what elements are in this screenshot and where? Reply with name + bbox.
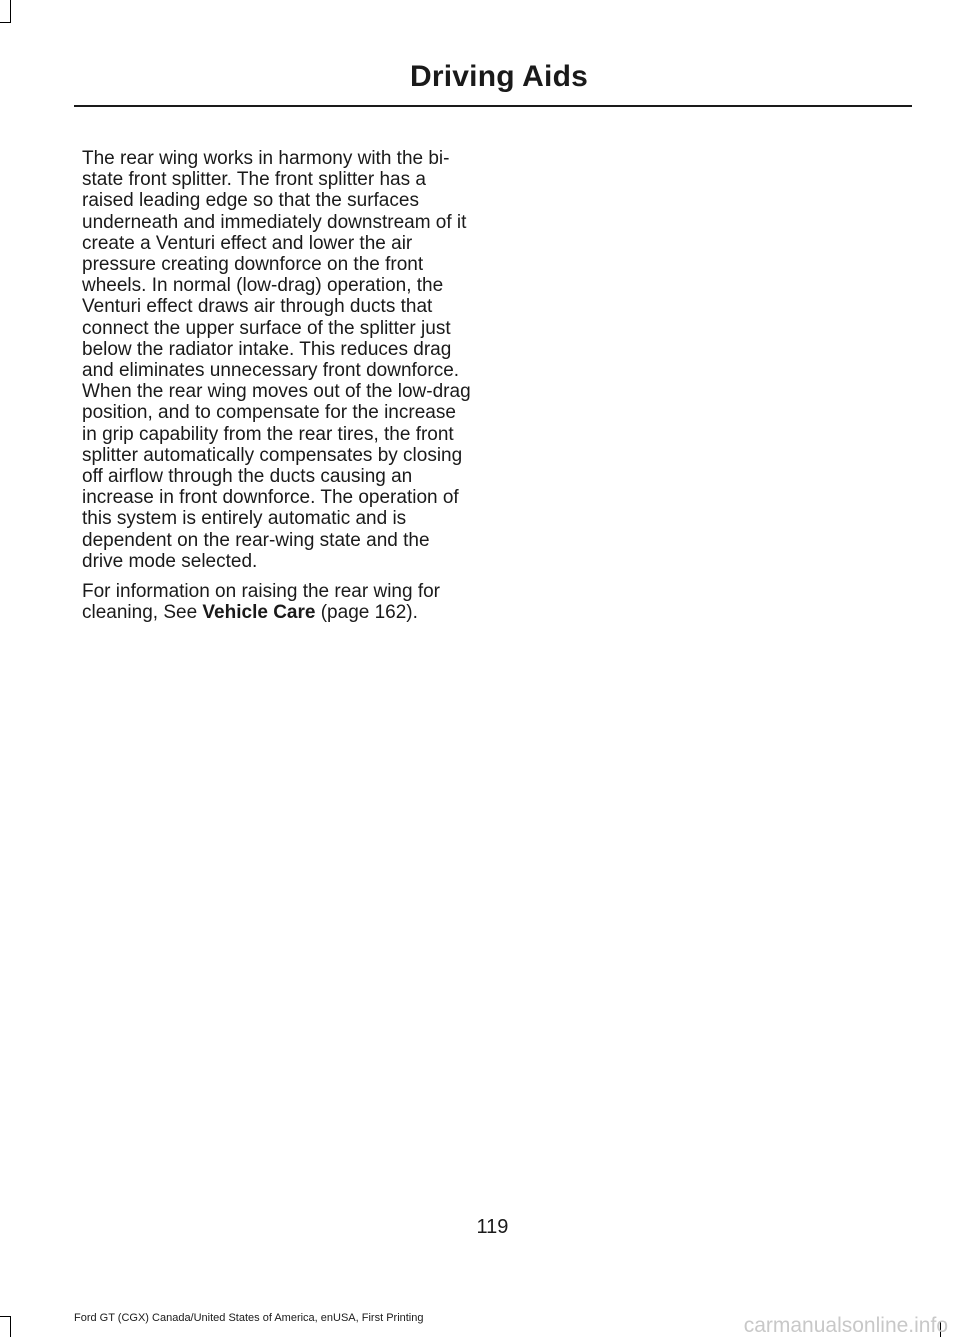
text-column [82, 148, 474, 632]
crop-mark-top-left [10, 0, 11, 22]
header-rule [74, 105, 912, 107]
vehicle-care-link[interactable]: Vehicle Care [202, 602, 316, 624]
crop-mark-bottom-left [0, 1316, 11, 1317]
paragraph-cleaning [82, 581, 474, 623]
page-number: 119 [476, 1216, 509, 1238]
section-title: Driving Aids [410, 60, 588, 93]
paragraph-cleaning-prefix: For information on raising the rear wing for cleaning, See [82, 581, 440, 624]
paragraph-rear-wing: The rear wing works in harmony with the bi-state front splitter. The front splitter has a raised leading edge so that the surfaces underneath and immediately downstream of it create a Venturi effect and lower the air pressure creating downforce on the front wheels. In normal (low-drag) operation, the Venturi effect draws air through ducts that connect the upper surface of the splitter just below the radiator intake. This reduces drag and eliminates unnecessary front downforce. When the rear wing moves out of the low-drag position, and to compensate for the increase in grip capability from the rear tires, the front splitter automatically compensates by closing off airflow through the ducts causing an increase in front downforce. The operation of this system is entirely automatic and is dependent on the rear-wing state and the drive mode selected. [82, 148, 471, 572]
crop-mark-bottom-left [10, 1316, 11, 1337]
footer-edition: Ford GT (CGX) Canada/United States of America, enUSA, First Printing [74, 1312, 424, 1324]
watermark: carmanualsonline.info [743, 1314, 948, 1337]
paragraph-cleaning-suffix: (page 162). [315, 602, 418, 624]
crop-mark-top-left [0, 22, 11, 23]
